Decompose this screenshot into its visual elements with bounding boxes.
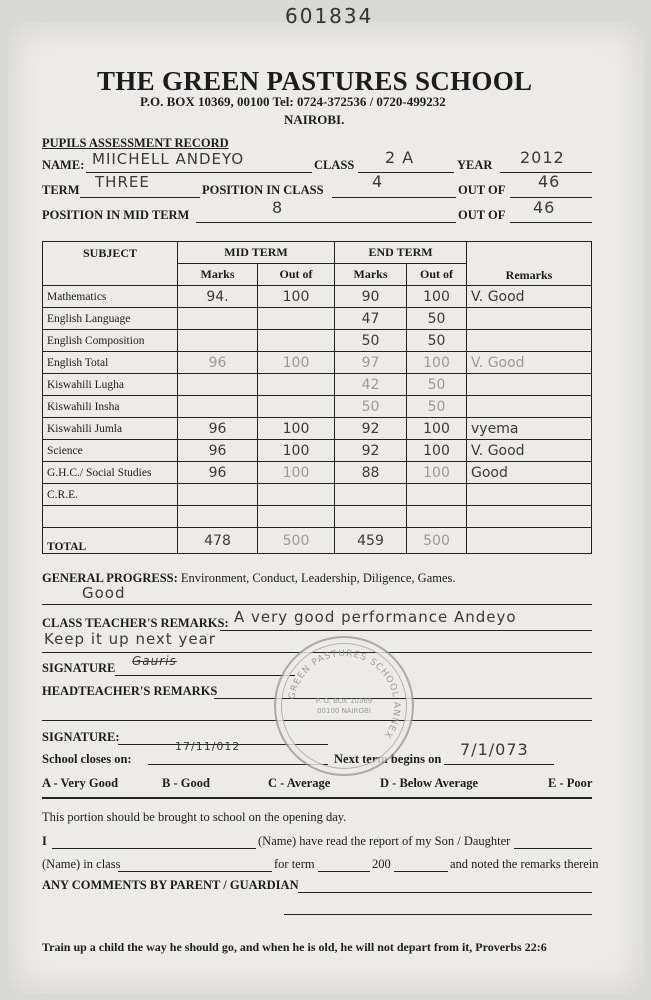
section-divider bbox=[42, 797, 592, 799]
subject-cell: G.H.C./ Social Studies bbox=[43, 462, 178, 484]
mid-marks-cell: 96 bbox=[178, 352, 258, 374]
total-mid-marks: 478 bbox=[178, 528, 258, 554]
end-marks-cell: 92 bbox=[335, 440, 407, 462]
remarks-cell bbox=[467, 484, 592, 506]
parent-comments-label: ANY COMMENTS BY PARENT / GUARDIAN bbox=[42, 878, 299, 892]
school-city: NAIROBI. bbox=[284, 112, 345, 127]
mid-marks-cell bbox=[178, 506, 258, 528]
parent-comments-rule2 bbox=[284, 914, 592, 915]
total-remarks bbox=[467, 528, 592, 554]
mid-marks-cell bbox=[178, 308, 258, 330]
school-closes-value: 17/11/012 bbox=[175, 740, 241, 753]
end-marks-cell: 97 bbox=[335, 352, 407, 374]
end-marks-cell: 42 bbox=[335, 374, 407, 396]
teacher-signature: Gauris bbox=[132, 654, 177, 668]
parent-class-line bbox=[118, 871, 272, 872]
parent-for-term: for term bbox=[274, 857, 315, 871]
class-label: CLASS bbox=[314, 158, 355, 172]
end-marks-cell bbox=[335, 506, 407, 528]
mid-marks-cell bbox=[178, 396, 258, 418]
year-label: YEAR bbox=[457, 158, 493, 172]
subject-cell: Kiswahili Lugha bbox=[43, 374, 178, 396]
total-mid-out: 500 bbox=[258, 528, 335, 554]
remarks-cell: V. Good bbox=[467, 440, 592, 462]
mid-marks-cell bbox=[178, 374, 258, 396]
stamp-center bbox=[306, 696, 382, 716]
general-progress-text: Environment, Conduct, Leadership, Diligence, Games. bbox=[180, 571, 456, 585]
remarks-cell bbox=[467, 396, 592, 418]
next-term-value: 7/1/073 bbox=[460, 740, 529, 759]
year-value: 2012 bbox=[520, 148, 565, 167]
parent-term-line bbox=[318, 871, 370, 872]
school-name: THE GREEN PASTURES SCHOOL bbox=[97, 66, 533, 96]
position-label: POSITION IN CLASS bbox=[202, 183, 324, 197]
name-label: NAME: bbox=[42, 158, 85, 172]
table-row bbox=[43, 374, 592, 396]
mid-out-of-line bbox=[510, 222, 592, 223]
parent-year-line bbox=[394, 871, 448, 872]
headteacher-remarks-label: HEADTEACHER'S REMARKS bbox=[42, 684, 218, 698]
mid-out-cell bbox=[258, 396, 335, 418]
remarks-cell: vyema bbox=[467, 418, 592, 440]
out-of-label: OUT OF bbox=[458, 183, 506, 197]
mid-term-header: MID TERM bbox=[178, 242, 335, 264]
parent-i-label: I bbox=[42, 834, 47, 848]
out-of-value: 46 bbox=[538, 172, 561, 191]
table-row bbox=[43, 506, 592, 528]
parent-intro: This portion should be brought to school on the opening day. bbox=[42, 810, 347, 824]
end-out-cell: 100 bbox=[407, 352, 467, 374]
end-out-cell: 100 bbox=[407, 286, 467, 308]
subject-cell: English Language bbox=[43, 308, 178, 330]
subject-cell: Mathematics bbox=[43, 286, 178, 308]
next-term-line bbox=[444, 764, 554, 765]
end-out-cell: 100 bbox=[407, 418, 467, 440]
child-name-line bbox=[514, 848, 592, 849]
end-marks-cell: 90 bbox=[335, 286, 407, 308]
teacher-remarks-line1: A very good performance Andeyo bbox=[234, 608, 517, 626]
end-marks-header: Marks bbox=[335, 264, 407, 286]
subject-cell: Kiswahili Jumla bbox=[43, 418, 178, 440]
record-title: PUPILS ASSESSMENT RECORD bbox=[42, 136, 229, 150]
table-row bbox=[43, 286, 592, 308]
teacher-remarks-label: CLASS TEACHER'S REMARKS: bbox=[42, 616, 229, 630]
grade-e: E - Poor bbox=[548, 776, 593, 790]
teacher-signature-line bbox=[115, 675, 295, 676]
table-row bbox=[43, 462, 592, 484]
general-progress-line bbox=[42, 604, 592, 605]
subject-cell: C.R.E. bbox=[43, 484, 178, 506]
mid-out-cell: 100 bbox=[258, 440, 335, 462]
end-out-of-header: Out of bbox=[407, 264, 467, 286]
end-marks-cell: 47 bbox=[335, 308, 407, 330]
parent-name-line bbox=[52, 848, 256, 849]
mid-out-cell bbox=[258, 308, 335, 330]
teacher-signature-label: SIGNATURE bbox=[42, 661, 116, 675]
subject-cell: English Composition bbox=[43, 330, 178, 352]
mid-marks-header: Marks bbox=[178, 264, 258, 286]
total-end-out: 500 bbox=[407, 528, 467, 554]
svg-text:GREEN PASTURES SCHOOL ANNEX bbox=[287, 649, 401, 740]
grade-d: D - Below Average bbox=[380, 776, 479, 790]
grade-b: B - Good bbox=[162, 776, 210, 790]
mid-marks-cell: 96 bbox=[178, 440, 258, 462]
mid-out-cell: 100 bbox=[258, 462, 335, 484]
end-marks-cell: 92 bbox=[335, 418, 407, 440]
mid-out-of-value: 46 bbox=[533, 198, 556, 217]
table-row bbox=[43, 484, 592, 506]
end-out-cell: 50 bbox=[407, 308, 467, 330]
end-marks-cell: 50 bbox=[335, 330, 407, 352]
name-value: MIICHELL ANDEYO bbox=[92, 150, 245, 168]
teacher-remarks-rule1 bbox=[220, 630, 592, 631]
total-label: TOTAL bbox=[43, 528, 178, 554]
end-marks-cell bbox=[335, 484, 407, 506]
next-term-label: Next term begins on bbox=[334, 752, 442, 766]
end-out-cell: 100 bbox=[407, 462, 467, 484]
table-row bbox=[43, 330, 592, 352]
remarks-cell: V. Good bbox=[467, 286, 592, 308]
remarks-cell: Good bbox=[467, 462, 592, 484]
stamp-line1: P. O. BOX 10369 bbox=[315, 697, 373, 705]
mid-position-value: 8 bbox=[272, 198, 284, 217]
footer-verse: Train up a child the way he should go, and when he is old, he will not depart from it, Proverbs 22:6 bbox=[42, 940, 547, 954]
parent-comments-rule1 bbox=[298, 892, 592, 893]
general-progress-value: Good bbox=[82, 584, 126, 602]
end-out-cell bbox=[407, 484, 467, 506]
end-marks-cell: 50 bbox=[335, 396, 407, 418]
table-row bbox=[43, 418, 592, 440]
parent-name-read: (Name) have read the report of my Son / Daughter bbox=[258, 834, 511, 848]
term-value: THREE bbox=[95, 173, 150, 191]
marks-table bbox=[42, 241, 592, 554]
term-label: TERM bbox=[42, 183, 80, 197]
mid-marks-cell bbox=[178, 330, 258, 352]
end-out-cell: 50 bbox=[407, 374, 467, 396]
school-stamp bbox=[274, 636, 414, 776]
school-address: P.O. BOX 10369, 00100 Tel: 0724-372536 / 0720-499232 bbox=[140, 94, 446, 109]
end-term-header: END TERM bbox=[335, 242, 467, 264]
end-marks-cell: 88 bbox=[335, 462, 407, 484]
parent-name-in-class: (Name) in class bbox=[42, 857, 121, 871]
subject-cell: Kiswahili Insha bbox=[43, 396, 178, 418]
reference-number: 601834 bbox=[285, 4, 374, 28]
teacher-remarks-line2: Keep it up next year bbox=[44, 630, 216, 648]
table-row bbox=[43, 396, 592, 418]
end-out-cell: 50 bbox=[407, 330, 467, 352]
remarks-header: Remarks bbox=[467, 242, 592, 286]
stamp-ring-text: GREEN PASTURES SCHOOL ANNEX bbox=[287, 648, 402, 741]
end-out-cell bbox=[407, 506, 467, 528]
subject-cell: English Total bbox=[43, 352, 178, 374]
table-header-row bbox=[43, 242, 592, 264]
term-line bbox=[80, 197, 200, 198]
parent-year-prefix: 200 bbox=[372, 857, 391, 871]
mid-marks-cell: 96 bbox=[178, 462, 258, 484]
mid-out-cell bbox=[258, 506, 335, 528]
end-out-cell: 50 bbox=[407, 396, 467, 418]
mid-position-label: POSITION IN MID TERM bbox=[42, 208, 190, 222]
mid-out-cell: 100 bbox=[258, 352, 335, 374]
mid-position-line bbox=[196, 222, 456, 223]
table-row bbox=[43, 440, 592, 462]
mid-marks-cell: 96 bbox=[178, 418, 258, 440]
mid-out-cell bbox=[258, 374, 335, 396]
position-value: 4 bbox=[372, 172, 384, 191]
position-line bbox=[332, 197, 456, 198]
total-row bbox=[43, 528, 592, 554]
mid-marks-cell: 94. bbox=[178, 286, 258, 308]
remarks-cell bbox=[467, 506, 592, 528]
subject-cell: Science bbox=[43, 440, 178, 462]
school-closes-label: School closes on: bbox=[42, 752, 132, 766]
parent-noted: and noted the remarks therein bbox=[450, 857, 599, 871]
grade-c: C - Average bbox=[268, 776, 331, 790]
remarks-cell bbox=[467, 374, 592, 396]
mid-out-of-header: Out of bbox=[258, 264, 335, 286]
grade-a: A - Very Good bbox=[42, 776, 119, 790]
end-out-cell: 100 bbox=[407, 440, 467, 462]
total-end-marks: 459 bbox=[335, 528, 407, 554]
remarks-cell: V. Good bbox=[467, 352, 592, 374]
general-progress-label: GENERAL PROGRESS: bbox=[42, 571, 178, 585]
remarks-cell bbox=[467, 330, 592, 352]
subject-header: SUBJECT bbox=[43, 242, 178, 286]
mid-out-cell bbox=[258, 330, 335, 352]
table-row bbox=[43, 352, 592, 374]
mid-out-of-label: OUT OF bbox=[458, 208, 506, 222]
mid-out-cell bbox=[258, 484, 335, 506]
table-row bbox=[43, 308, 592, 330]
stamp-line2: 00100 NAIROBI bbox=[317, 707, 371, 715]
mid-out-cell: 100 bbox=[258, 286, 335, 308]
mid-marks-cell bbox=[178, 484, 258, 506]
headteacher-signature-label: SIGNATURE: bbox=[42, 730, 120, 744]
remarks-cell bbox=[467, 308, 592, 330]
mid-out-cell: 100 bbox=[258, 418, 335, 440]
subject-cell bbox=[43, 506, 178, 528]
class-value: 2 A bbox=[385, 148, 415, 167]
